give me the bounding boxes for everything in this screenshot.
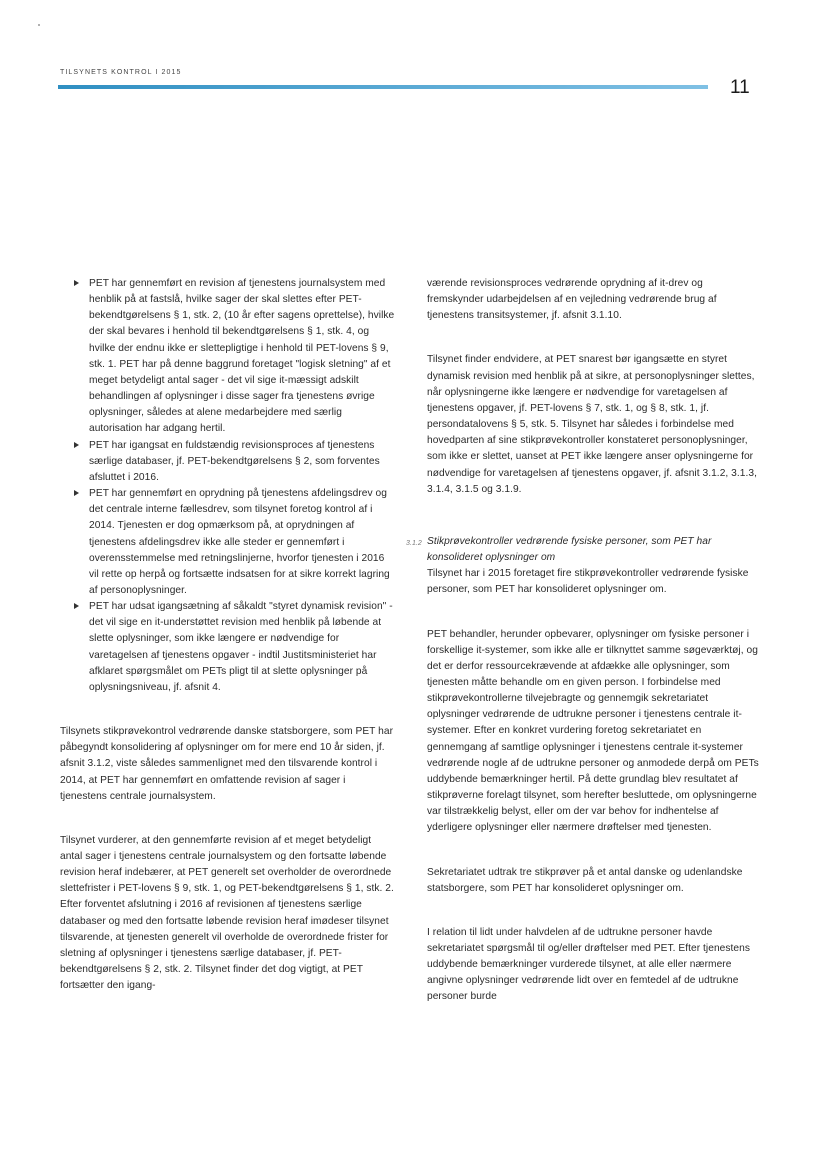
- paragraph-continuation: værende revisionsproces vedrørende oprydning af it-drev og fremskynder udarbejdelsen af en vejledning vedrørende brug af tjenestens transitsystemer, jf. afsnit 3.1.10.: [427, 278, 717, 322]
- right-column: [406, 276, 762, 1006]
- paragraph: Tilsynet finder endvidere, at PET snarest bør igangsætte en styret dynamisk revision med henblik på at sikre, at personoplysninger slettes, når oplysningerne ikke længere er nødvendige for varetagelsen af tjenestens opgaver, jf. PET-lovens § 7, stk. 1, og § 8, stk. 1, jf. persondatalovens § 5, stk. 5. Tilsynet har således i forbindelse med hovedparten af sine stikprøvekontroller konstateret personoplysninger, som ikke er slettet, uanset at PET ikke længere anser oplysningerne for nødvendige for varetagelsen af tjenestens opgaver, jf. afsnit 3.1.2, 3.1.3, 3.1.4, 3.1.5 og 3.1.9.: [427, 354, 757, 495]
- bullet-item: PET har igangsat en fuldstændig revisionsproces af tjenestens særlige databaser, jf. PET-bekendtgørelsens § 2, som forventes afsluttet i 2016.: [60, 438, 395, 486]
- paragraph: Tilsynet vurderer, at den gennemførte revision af et meget betydeligt antal sager i tjenestens centrale journalsystem og den fortsatte løbende revision heraf indebærer, at PET generelt set overholder de overordnede slettefrister i PET-lovens § 9, stk. 1, og PET-bekendtgørelsens § 1, stk. 2. Efter forventet afslutning i 2016 af revisionen af tjenestens særlige databaser og med den fortsatte løbende revision heraf imødeser tilsynet tilsvarende, at tjenesten generelt vil overholde de overordnede frister for sletning af oplysninger i tjenestens særlige databaser, jf. PET-bekendtgørelsens § 2, stk. 2. Tilsynet finder det dog vigtigt, at PET fortsætter den igang-: [60, 834, 394, 992]
- paragraph: Tilsynets stikprøvekontrol vedrørende danske statsborgere, som PET har påbegyndt konsolidering af oplysninger om for mere end 10 år siden, jf. afsnit 3.1.2, viste således sammenlignet med den tilsvarende kontrol i 2014, at PET har gennemført en omfattende revision af sager i tjenestens centrale journalsystem.: [60, 726, 394, 802]
- subsection-number: 3.1.2: [406, 539, 422, 547]
- running-header: TILSYNETS KONTROL I 2015: [60, 69, 182, 76]
- paragraph: Sekretariatet udtrak tre stikprøver på et antal danske og udenlandske statsborgere, som PET har konsolideret oplysninger om.: [427, 866, 743, 894]
- scan-speck: [38, 24, 40, 26]
- header-rule: [58, 85, 708, 89]
- page-number: 11: [730, 77, 750, 98]
- left-column: [60, 276, 395, 994]
- bullet-item: PET har gennemført en revision af tjenestens journalsystem med henblik på at fastslå, hvilke sager der skal slettes efter PET-bekendtgørelsens § 1, stk. 2, (10 år efter sagens oprettelse), hvilke der skal bevares i henhold til bekendtgørelsens § 1, stk. 4, og hvilke der endnu ikke er slettepligtige i henhold til PET-lovens § 9, stk. 1. PET har på denne baggrund foretaget "logisk sletning" af et meget betydeligt antal sager - det vil sige it-mæssigt adskilt behandlingen af oplysninger i disse sager fra tjenestens øvrige oplysninger, således at alene medarbejdere med særlig autorisation har adgang hertil.: [60, 276, 395, 438]
- subsection-intro: Tilsynet har i 2015 foretaget fire stikprøvekontroller vedrørende fysiske personer, som PET har konsolideret oplysninger om.: [427, 568, 749, 596]
- bullet-list: [60, 276, 395, 696]
- subsection-title: Stikprøvekontroller vedrørende fysiske personer, som PET har konsolideret oplysninger om: [427, 535, 712, 564]
- subsection: [406, 534, 762, 599]
- bullet-item: PET har udsat igangsætning af såkaldt "styret dynamisk revision" - det vil sige en it-understøttet revision med henblik på løbende at slette oplysninger, som ikke længere er nødvendige for varetagelsen af tjenestens opgaver - indtil Justitsministeriet har afklaret spørgsmålet om PETs pligt til at slette oplysninger på oplysningsniveau, jf. afsnit 4.: [60, 599, 395, 696]
- paragraph: PET behandler, herunder opbevarer, oplysninger om fysiske personer i forskellige it-systemer, som ikke alle er tilknyttet samme søgeværktøj, og det er derfor ressourcekrævende at afdække alle oplysninger, som tjenesten måtte behandle om en given person. I forbindelse med stikprøvekontrollerne tilvejebragte og gennemgik sekretariatet oplysninger vedrørende de udtrukne personer i tjenestens centrale it-systemer. Efter en konkret vurdering foretog sekretariatet en gennemgang af samtlige oplysninger i tjenestens centrale it-systemer vedrørende nogle af de udtrukne personer og anmodede derpå om PETs uddybende bemærkninger hertil. På dette grundlag blev resultatet af stikprøverne forelagt tilsynet, som herefter besluttede, om oplysningerne var tilstrækkelig belyst, eller om der var behov for indhentelse af yderligere oplysninger eller nærmere drøftelser med tjenesten.: [427, 628, 759, 834]
- bullet-item: PET har gennemført en oprydning på tjenestens afdelingsdrev og det centrale interne fællesdrev, som tilsynet foretog kontrol af i 2014. Tjenesten er dog opmærksom på, at oprydningen af tjenestens afdelingsdrev ikke alle steder er gennemført i overensstemmelse med retningslinjerne, hvorfor tjenesten i 2016 vil rette op herpå og fortsætte indsatsen for at sikre korrekt lagring af personoplysninger.: [60, 486, 395, 599]
- paragraph: I relation til lidt under halvdelen af de udtrukne personer havde sekretariatet spørgsmål til og/eller drøftelser med PET. Efter tjenestens uddybende bemærkninger vurderede tilsynet, at alle eller nærmere angivne oplysninger vedrørende lidt over en femtedel af de udtrukne personer burde: [427, 926, 750, 1003]
